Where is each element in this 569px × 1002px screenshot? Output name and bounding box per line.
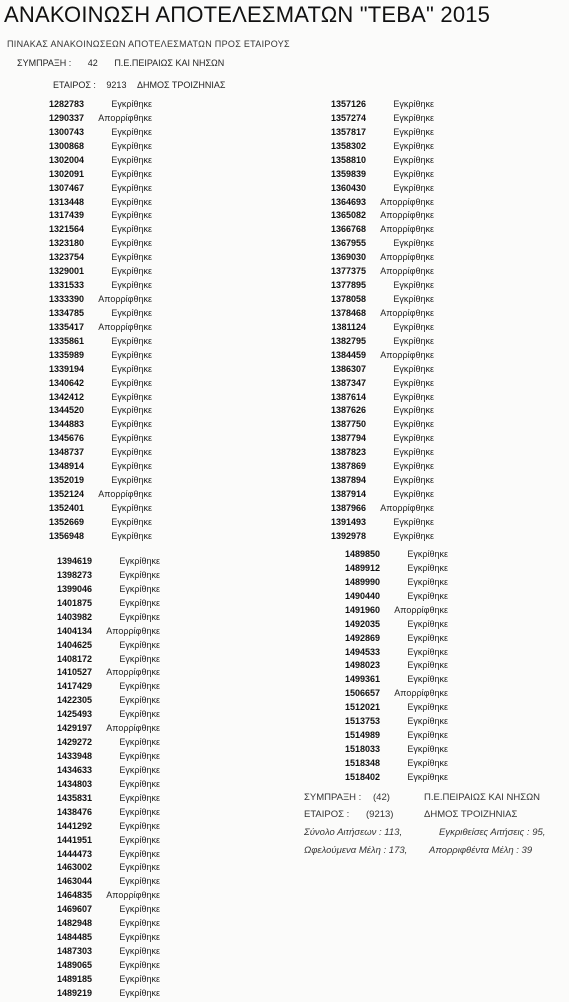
- application-status: Εγκρίθηκε: [111, 377, 152, 388]
- application-status: Εγκρίθηκε: [119, 876, 160, 887]
- application-status: Εγκρίθηκε: [111, 126, 152, 137]
- application-id: 1398273: [56, 569, 92, 580]
- application-id: 1342412: [48, 391, 84, 402]
- etairos-name: ΔΗΜΟΣ ΤΡΟΙΖΗΝΙΑΣ: [136, 80, 226, 90]
- application-status: Εγκρίθηκε: [407, 590, 448, 601]
- summary-benefited-members: Ωφελούμενα Μέλη : 173,: [304, 845, 408, 856]
- application-id: 1359839: [330, 168, 366, 179]
- application-status: Εγκρίθηκε: [111, 238, 152, 249]
- application-status: Εγκρίθηκε: [119, 918, 160, 929]
- application-status: Εγκρίθηκε: [407, 771, 448, 782]
- application-status: Εγκρίθηκε: [393, 321, 434, 332]
- application-status: Εγκρίθηκε: [111, 252, 152, 263]
- application-status: Εγκρίθηκε: [111, 266, 152, 277]
- application-status: Απορρίφθηκε: [106, 890, 160, 901]
- application-status: Απορρίφθηκε: [380, 307, 434, 318]
- application-status: Εγκρίθηκε: [119, 695, 160, 706]
- application-status: Εγκρίθηκε: [111, 391, 152, 402]
- application-id: 1489065: [56, 959, 92, 970]
- application-status: Εγκρίθηκε: [393, 280, 434, 291]
- application-id: 1339194: [48, 363, 84, 374]
- application-id: 1357817: [330, 126, 366, 137]
- application-id: 1366768: [330, 224, 366, 235]
- application-id: 1492869: [344, 632, 380, 643]
- application-id: 1410527: [56, 667, 92, 678]
- page-title: ΑΝΑΚΟΙΝΩΣΗ ΑΠΟΤΕΛΕΣΜΑΤΩΝ "ΤΕΒΑ" 2015: [4, 2, 491, 27]
- application-id: 1489990: [344, 576, 380, 587]
- application-id: 1335417: [48, 321, 84, 332]
- application-status: Απορρίφθηκε: [380, 210, 434, 221]
- application-id: 1399046: [56, 583, 92, 594]
- application-status: Εγκρίθηκε: [111, 99, 152, 109]
- application-status: Απορρίφθηκε: [380, 266, 434, 277]
- application-id: 1365082: [330, 210, 366, 221]
- application-id: 1334785: [48, 307, 84, 318]
- application-id: 1464835: [56, 890, 92, 901]
- application-id: 1498023: [344, 660, 380, 671]
- application-id: 1387823: [330, 447, 366, 458]
- application-id: 1387894: [330, 475, 366, 486]
- application-id: 1403982: [56, 611, 92, 622]
- application-id: 1364693: [330, 196, 366, 207]
- application-id: 1323754: [48, 252, 84, 263]
- application-status: Εγκρίθηκε: [407, 660, 448, 671]
- application-status: Εγκρίθηκε: [111, 335, 152, 346]
- application-status: Απορρίφθηκε: [394, 688, 448, 699]
- application-status: Εγκρίθηκε: [111, 475, 152, 486]
- application-status: Εγκρίθηκε: [111, 349, 152, 360]
- application-id: 1321564: [48, 224, 84, 235]
- application-id: 1494533: [344, 646, 380, 657]
- application-id: 1335989: [48, 349, 84, 360]
- application-id: 1378468: [330, 307, 366, 318]
- application-id: 1356948: [48, 530, 84, 541]
- application-status: Εγκρίθηκε: [393, 168, 434, 179]
- application-status: Εγκρίθηκε: [119, 946, 160, 957]
- application-status: Εγκρίθηκε: [119, 862, 160, 873]
- application-id: 1384459: [330, 349, 366, 360]
- application-id: 1492035: [344, 618, 380, 629]
- application-id: 1348914: [48, 461, 84, 472]
- summary-sympraxi-code: (42): [373, 792, 390, 803]
- application-id: 1463002: [56, 862, 92, 873]
- application-id: 1348737: [48, 447, 84, 458]
- application-status: Απορρίφθηκε: [380, 224, 434, 235]
- application-id: 1313448: [48, 196, 84, 207]
- application-status: Εγκρίθηκε: [393, 516, 434, 527]
- application-id: 1387966: [330, 502, 366, 513]
- application-id: 1367955: [330, 238, 366, 249]
- application-id: 1387347: [330, 377, 366, 388]
- application-id: 1352669: [48, 516, 84, 527]
- application-status: Εγκρίθηκε: [111, 461, 152, 472]
- application-id: 1514989: [344, 730, 380, 741]
- application-status: Εγκρίθηκε: [393, 447, 434, 458]
- application-status: Εγκρίθηκε: [111, 140, 152, 151]
- application-id: 1352124: [48, 489, 84, 500]
- application-id: 1484485: [56, 932, 92, 943]
- application-status: Εγκρίθηκε: [119, 611, 160, 622]
- application-id: 1340642: [48, 377, 84, 388]
- etairos-code: 9213: [106, 80, 127, 90]
- application-id: 1499361: [344, 674, 380, 685]
- application-id: 1381124: [331, 321, 366, 332]
- application-id: 1392978: [330, 530, 366, 541]
- application-id: 1290337: [48, 112, 84, 123]
- application-id: 1444473: [56, 848, 92, 859]
- sympraxi-label: ΣΥΜΠΡΑΞΗ :: [17, 58, 72, 68]
- application-status: Εγκρίθηκε: [393, 419, 434, 430]
- application-status: Εγκρίθηκε: [407, 744, 448, 755]
- summary-etairos-label: ΕΤΑΙΡΟΣ :: [304, 809, 350, 820]
- application-id: 1489185: [56, 973, 92, 984]
- application-status: Εγκρίθηκε: [119, 904, 160, 915]
- application-status: Απορρίφθηκε: [98, 489, 152, 500]
- application-id: 1425493: [56, 709, 92, 720]
- application-status: Εγκρίθηκε: [111, 182, 152, 193]
- application-id: 1302091: [48, 168, 84, 179]
- application-id: 1358302: [330, 140, 366, 151]
- application-id: 1489912: [344, 562, 380, 573]
- application-status: Εγκρίθηκε: [393, 99, 434, 109]
- application-id: 1512021: [344, 702, 380, 713]
- application-id: 1417429: [56, 681, 92, 692]
- application-id: 1469607: [56, 904, 92, 915]
- summary-rejected-members: Απορριφθέντα Μέλη : 39: [429, 845, 533, 856]
- application-status: Εγκρίθηκε: [111, 502, 152, 513]
- application-id: 1331533: [48, 280, 84, 291]
- application-id: 1434633: [56, 764, 92, 775]
- application-status: Εγκρίθηκε: [393, 405, 434, 416]
- application-id: 1518348: [344, 757, 380, 768]
- application-id: 1335861: [48, 335, 84, 346]
- application-id: 1404134: [56, 625, 92, 636]
- application-id: 1377895: [330, 280, 366, 291]
- application-status: Εγκρίθηκε: [393, 433, 434, 444]
- application-status: Εγκρίθηκε: [393, 182, 434, 193]
- application-status: Απορρίφθηκε: [380, 196, 434, 207]
- application-id: 1422305: [56, 695, 92, 706]
- application-id: 1441292: [56, 820, 92, 831]
- application-id: 1433948: [56, 751, 92, 762]
- application-status: Εγκρίθηκε: [407, 562, 448, 573]
- application-id: 1357274: [330, 112, 366, 123]
- application-status: Εγκρίθηκε: [393, 391, 434, 402]
- application-id: 1490440: [344, 590, 380, 601]
- application-status: Εγκρίθηκε: [119, 792, 160, 803]
- application-status: Εγκρίθηκε: [407, 576, 448, 587]
- application-status: Εγκρίθηκε: [111, 168, 152, 179]
- application-status: Εγκρίθηκε: [393, 377, 434, 388]
- application-id: 1391493: [330, 516, 366, 527]
- application-id: 1463044: [56, 876, 92, 887]
- application-id: 1317439: [48, 210, 84, 221]
- application-status: Εγκρίθηκε: [119, 653, 160, 664]
- application-id: 1387914: [330, 489, 366, 500]
- application-status: Εγκρίθηκε: [393, 335, 434, 346]
- application-status: Εγκρίθηκε: [407, 730, 448, 741]
- application-id: 1300868: [48, 140, 84, 151]
- application-status: Εγκρίθηκε: [119, 973, 160, 984]
- application-id: 1429197: [56, 723, 92, 734]
- application-status: Εγκρίθηκε: [393, 154, 434, 165]
- application-id: 1329001: [48, 266, 84, 277]
- application-status: Εγκρίθηκε: [119, 639, 160, 650]
- application-id: 1429272: [56, 737, 92, 748]
- application-id: 1369030: [330, 252, 366, 263]
- sympraxi-line: [17, 58, 224, 68]
- application-id: 1352019: [48, 475, 84, 486]
- application-status: Εγκρίθηκε: [111, 419, 152, 430]
- application-id: 1387750: [330, 419, 366, 430]
- application-id: 1344520: [48, 405, 84, 416]
- application-status: Απορρίφθηκε: [380, 502, 434, 513]
- application-status: Απορρίφθηκε: [106, 723, 160, 734]
- application-status: Εγκρίθηκε: [393, 475, 434, 486]
- application-id: 1387626: [330, 405, 366, 416]
- application-status: Εγκρίθηκε: [119, 932, 160, 943]
- application-status: Εγκρίθηκε: [111, 210, 152, 221]
- application-id: 1333390: [48, 294, 84, 305]
- application-id: 1489850: [344, 549, 380, 559]
- application-status: Εγκρίθηκε: [111, 224, 152, 235]
- application-status: Εγκρίθηκε: [393, 294, 434, 305]
- application-status: Εγκρίθηκε: [119, 709, 160, 720]
- application-status: Εγκρίθηκε: [111, 196, 152, 207]
- application-status: Εγκρίθηκε: [119, 987, 160, 998]
- application-id: 1401875: [56, 597, 92, 608]
- application-status: Απορρίφθηκε: [98, 321, 152, 332]
- application-id: 1394619: [56, 556, 92, 566]
- application-status: Εγκρίθηκε: [111, 307, 152, 318]
- application-status: Εγκρίθηκε: [111, 280, 152, 291]
- application-status: Απορρίφθηκε: [106, 625, 160, 636]
- application-id: 1438476: [56, 806, 92, 817]
- summary-etairos-name: ΔΗΜΟΣ ΤΡΟΙΖΗΝΙΑΣ: [424, 809, 518, 820]
- summary-sympraxi-name: Π.Ε.ΠΕΙΡΑΙΩΣ ΚΑΙ ΝΗΣΩΝ: [424, 792, 541, 803]
- application-status: Εγκρίθηκε: [111, 363, 152, 374]
- application-id: 1378058: [330, 294, 366, 305]
- application-status: Εγκρίθηκε: [119, 820, 160, 831]
- application-status: Εγκρίθηκε: [393, 530, 434, 541]
- application-status: Εγκρίθηκε: [119, 737, 160, 748]
- application-id: 1360430: [330, 182, 366, 193]
- application-id: 1489219: [56, 987, 92, 998]
- application-id: 1358810: [330, 154, 366, 165]
- application-status: Εγκρίθηκε: [393, 461, 434, 472]
- application-status: Εγκρίθηκε: [119, 959, 160, 970]
- application-status: Εγκρίθηκε: [119, 834, 160, 845]
- application-status: Εγκρίθηκε: [111, 154, 152, 165]
- application-id: 1387869: [330, 461, 366, 472]
- etairos-label: ΕΤΑΙΡΟΣ :: [53, 80, 96, 90]
- application-status: Εγκρίθηκε: [119, 751, 160, 762]
- summary-sympraxi-label: ΣΥΜΠΡΑΞΗ :: [304, 792, 362, 803]
- application-id: 1435831: [56, 792, 92, 803]
- application-id: 1441951: [56, 834, 92, 845]
- sympraxi-name: Π.Ε.ΠΕΙΡΑΙΩΣ ΚΑΙ ΝΗΣΩΝ: [114, 58, 225, 68]
- application-id: 1323180: [48, 238, 84, 249]
- application-id: 1282783: [48, 99, 84, 109]
- etairos-line: [53, 80, 225, 90]
- application-id: 1302004: [48, 154, 84, 165]
- application-id: 1357126: [330, 99, 366, 109]
- application-id: 1352401: [48, 502, 84, 513]
- application-id: 1345676: [48, 433, 84, 444]
- application-id: 1387614: [330, 391, 366, 402]
- application-status: Εγκρίθηκε: [393, 140, 434, 151]
- application-status: Εγκρίθηκε: [111, 447, 152, 458]
- application-status: Εγκρίθηκε: [407, 757, 448, 768]
- application-status: Εγκρίθηκε: [119, 569, 160, 580]
- application-id: 1386307: [330, 363, 366, 374]
- application-id: 1300743: [48, 126, 84, 137]
- application-status: Απορρίφθηκε: [98, 112, 152, 123]
- application-status: Εγκρίθηκε: [119, 806, 160, 817]
- application-id: 1518402: [344, 771, 380, 782]
- application-status: Εγκρίθηκε: [407, 549, 448, 559]
- application-status: Εγκρίθηκε: [393, 238, 434, 249]
- summary-total-applications: Σύνολο Αιτήσεων : 113,: [304, 827, 403, 838]
- application-id: 1377375: [330, 266, 366, 277]
- application-status: Απορρίφθηκε: [394, 604, 448, 615]
- application-id: 1518033: [344, 744, 380, 755]
- application-status: Εγκρίθηκε: [393, 489, 434, 500]
- application-id: 1434803: [56, 778, 92, 789]
- application-status: Απορρίφθηκε: [380, 252, 434, 263]
- application-id: 1387794: [330, 433, 366, 444]
- application-status: Εγκρίθηκε: [407, 716, 448, 727]
- application-status: Εγκρίθηκε: [119, 764, 160, 775]
- application-status: Απορρίφθηκε: [98, 294, 152, 305]
- application-id: 1344883: [48, 419, 84, 430]
- application-id: 1307467: [48, 182, 84, 193]
- application-status: Εγκρίθηκε: [111, 433, 152, 444]
- application-id: 1382795: [330, 335, 366, 346]
- application-status: Εγκρίθηκε: [407, 702, 448, 713]
- application-status: Εγκρίθηκε: [111, 516, 152, 527]
- application-status: Εγκρίθηκε: [119, 848, 160, 859]
- application-status: Εγκρίθηκε: [111, 405, 152, 416]
- application-id: 1482948: [56, 918, 92, 929]
- application-id: 1408172: [56, 653, 92, 664]
- application-status: Εγκρίθηκε: [119, 681, 160, 692]
- application-status: Απορρίφθηκε: [380, 349, 434, 360]
- application-status: Εγκρίθηκε: [393, 112, 434, 123]
- application-status: Εγκρίθηκε: [407, 646, 448, 657]
- application-status: Εγκρίθηκε: [119, 583, 160, 594]
- application-id: 1491960: [344, 604, 380, 615]
- application-id: 1506657: [344, 688, 380, 699]
- application-status: Εγκρίθηκε: [111, 530, 152, 541]
- application-status: Εγκρίθηκε: [407, 674, 448, 685]
- application-status: Εγκρίθηκε: [393, 363, 434, 374]
- application-id: 1404625: [56, 639, 92, 650]
- application-status: Εγκρίθηκε: [119, 556, 160, 566]
- application-status: Εγκρίθηκε: [393, 126, 434, 137]
- sympraxi-code: 42: [87, 58, 98, 68]
- page-subtitle: ΠΙΝΑΚΑΣ ΑΝΑΚΟΙΝΩΣΕΩΝ ΑΠΟΤΕΛΕΣΜΑΤΩΝ ΠΡΟΣ ΕΤΑΙΡΟΥΣ: [7, 39, 290, 49]
- summary-approved-applications: Εγκριθείσες Αιτήσεις : 95,: [439, 827, 546, 838]
- application-status: Εγκρίθηκε: [119, 597, 160, 608]
- summary-etairos-code: (9213): [366, 809, 394, 820]
- application-status: Εγκρίθηκε: [407, 618, 448, 629]
- application-id: 1513753: [344, 716, 380, 727]
- application-status: Εγκρίθηκε: [119, 778, 160, 789]
- application-status: Εγκρίθηκε: [407, 632, 448, 643]
- application-id: 1487303: [56, 946, 92, 957]
- application-status: Απορρίφθηκε: [106, 667, 160, 678]
